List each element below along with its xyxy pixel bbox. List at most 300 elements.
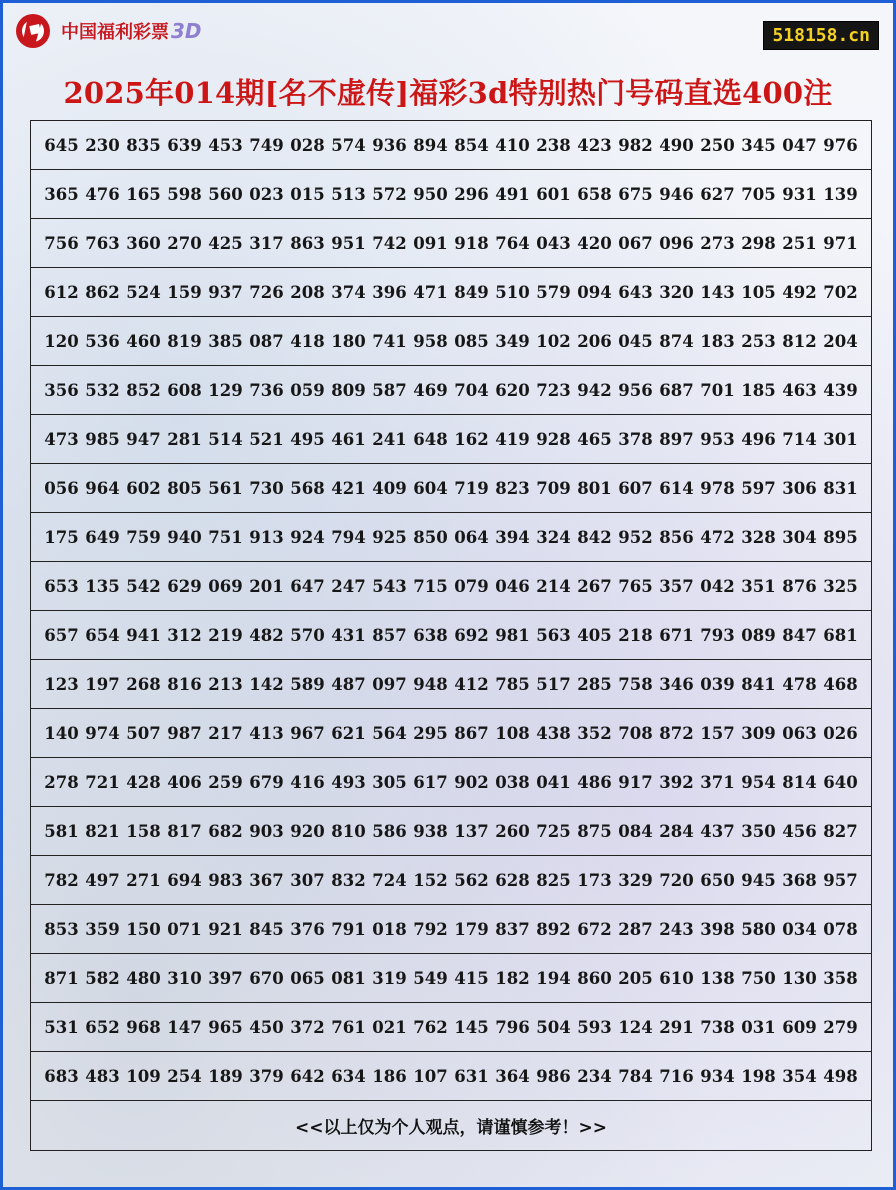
number-cell: 185 [741,380,776,400]
number-cell: 150 [126,919,161,939]
number-cell: 309 [741,723,776,743]
number-cell: 317 [249,233,284,253]
number-cell: 285 [577,674,612,694]
number-cell: 620 [495,380,530,400]
number-cell: 902 [454,772,489,792]
number-cell: 046 [495,576,530,596]
number-cell: 925 [372,527,407,547]
number-cell: 849 [454,282,489,302]
number-cell: 120 [44,331,79,351]
table-row [31,464,871,513]
number-cell: 845 [249,919,284,939]
number-cell: 137 [454,821,489,841]
number-cell: 394 [495,527,530,547]
number-cell: 639 [167,135,202,155]
number-cell: 253 [741,331,776,351]
number-cell: 629 [167,576,202,596]
number-cell: 782 [44,870,79,890]
number-cell: 420 [577,233,612,253]
number-cell: 328 [741,527,776,547]
number-cell: 874 [659,331,694,351]
number-cell: 425 [208,233,243,253]
number-cell: 983 [208,870,243,890]
number-cell: 586 [372,821,407,841]
number-cell: 204 [823,331,858,351]
number-cell: 985 [85,429,120,449]
number-cell: 492 [782,282,817,302]
number-cell: 345 [741,135,776,155]
number-cell: 730 [249,478,284,498]
number-cell: 543 [372,576,407,596]
number-cell: 647 [290,576,325,596]
number-cell: 034 [782,919,817,939]
number-cell: 279 [823,1017,858,1037]
number-cell: 504 [536,1017,571,1037]
number-cell: 307 [290,870,325,890]
number-cell: 268 [126,674,161,694]
site-badge[interactable]: 518158.cn [763,21,879,50]
number-cell: 971 [823,233,858,253]
number-cell: 953 [700,429,735,449]
number-cell: 648 [413,429,448,449]
number-cell: 213 [208,674,243,694]
number-cell: 563 [536,625,571,645]
number-cell: 823 [495,478,530,498]
number-cell: 810 [331,821,366,841]
number-cell: 692 [454,625,489,645]
number-cell: 965 [208,1017,243,1037]
number-cell: 271 [126,870,161,890]
number-cell: 352 [577,723,612,743]
number-cell: 531 [44,1017,79,1037]
number-cell: 867 [454,723,489,743]
number-cell: 254 [167,1066,202,1086]
number-cell: 687 [659,380,694,400]
number-cell: 364 [495,1066,530,1086]
lottery-logo [13,11,202,51]
number-cell: 304 [782,527,817,547]
number-cell: 392 [659,772,694,792]
number-cell: 089 [741,625,776,645]
table-row [31,954,871,1003]
number-cell: 607 [618,478,653,498]
number-cell: 123 [44,674,79,694]
number-cell: 360 [126,233,161,253]
number-cell: 094 [577,282,612,302]
number-cell: 329 [618,870,653,890]
number-cell: 982 [618,135,653,155]
number-cell: 359 [85,919,120,939]
number-cell: 589 [290,674,325,694]
number-cell: 102 [536,331,571,351]
number-cell: 862 [85,282,120,302]
number-cell: 670 [249,968,284,988]
number-cell: 173 [577,870,612,890]
number-cell: 410 [495,135,530,155]
table-row [31,121,871,170]
number-cell: 860 [577,968,612,988]
number-cell: 704 [454,380,489,400]
number-cell: 749 [249,135,284,155]
number-cell: 650 [700,870,735,890]
number-cell: 453 [208,135,243,155]
number-cell: 580 [741,919,776,939]
number-cell: 937 [208,282,243,302]
number-cell: 109 [126,1066,161,1086]
table-row [31,366,871,415]
number-cell: 135 [85,576,120,596]
number-cell: 165 [126,184,161,204]
table-row [31,611,871,660]
number-cell: 306 [782,478,817,498]
header [3,3,893,113]
number-cell: 809 [331,380,366,400]
number-cell: 045 [618,331,653,351]
number-cell: 631 [454,1066,489,1086]
number-cell: 081 [331,968,366,988]
number-cell: 039 [700,674,735,694]
number-cell: 325 [823,576,858,596]
number-cell: 438 [536,723,571,743]
number-cell: 071 [167,919,202,939]
number-cell: 310 [167,968,202,988]
number-cell: 549 [413,968,448,988]
number-cell: 931 [782,184,817,204]
number-cell: 437 [700,821,735,841]
number-cell: 716 [659,1066,694,1086]
number-cell: 217 [208,723,243,743]
number-cell: 657 [44,625,79,645]
number-cell: 628 [495,870,530,890]
number-cell: 469 [413,380,448,400]
number-cell: 186 [372,1066,407,1086]
number-cell: 091 [413,233,448,253]
number-cell: 681 [823,625,858,645]
number-cell: 847 [782,625,817,645]
number-cell: 751 [208,527,243,547]
number-cell: 439 [823,380,858,400]
number-cell: 642 [290,1066,325,1086]
number-cell: 913 [249,527,284,547]
number-cell: 921 [208,919,243,939]
number-cell: 724 [372,870,407,890]
number-cell: 472 [700,527,735,547]
number-cell: 872 [659,723,694,743]
number-cell: 372 [290,1017,325,1037]
number-cell: 291 [659,1017,694,1037]
number-cell: 532 [85,380,120,400]
number-cell: 015 [290,184,325,204]
number-cell: 968 [126,1017,161,1037]
number-cell: 047 [782,135,817,155]
number-cell: 183 [700,331,735,351]
number-cell: 682 [208,821,243,841]
number-cell: 542 [126,576,161,596]
number-cell: 750 [741,968,776,988]
number-cell: 614 [659,478,694,498]
number-cell: 018 [372,919,407,939]
number-cell: 638 [413,625,448,645]
number-cell: 142 [249,674,284,694]
lottery-logo-icon [13,11,57,51]
number-cell: 672 [577,919,612,939]
number-cell: 947 [126,429,161,449]
number-cell: 941 [126,625,161,645]
number-cell: 180 [331,331,366,351]
number-cell: 159 [167,282,202,302]
number-cell: 894 [413,135,448,155]
number-cell: 031 [741,1017,776,1037]
number-cell: 579 [536,282,571,302]
number-cell: 478 [782,674,817,694]
number-cell: 482 [249,625,284,645]
number-cell: 987 [167,723,202,743]
number-cell: 234 [577,1066,612,1086]
number-cell: 476 [85,184,120,204]
number-cell: 897 [659,429,694,449]
number-cell: 357 [659,576,694,596]
number-cell: 719 [454,478,489,498]
table-row [31,660,871,709]
number-cell: 725 [536,821,571,841]
number-cell: 513 [331,184,366,204]
number-cell: 157 [700,723,735,743]
number-cell: 593 [577,1017,612,1037]
number-cell: 764 [495,233,530,253]
number-cell: 582 [85,968,120,988]
number-cell: 617 [413,772,448,792]
number-cell: 105 [741,282,776,302]
number-cell: 832 [331,870,366,890]
number-cell: 063 [782,723,817,743]
number-cell: 021 [372,1017,407,1037]
number-cell: 152 [413,870,448,890]
number-cell: 723 [536,380,571,400]
number-cell: 067 [618,233,653,253]
number-cell: 243 [659,919,694,939]
number-cell: 524 [126,282,161,302]
number-cell: 490 [659,135,694,155]
number-cell: 324 [536,527,571,547]
number-cell: 349 [495,331,530,351]
number-cell: 413 [249,723,284,743]
number-cell: 138 [700,968,735,988]
number-cell: 145 [454,1017,489,1037]
number-cell: 510 [495,282,530,302]
number-cell: 964 [85,478,120,498]
number-cell: 814 [782,772,817,792]
number-cell: 351 [741,576,776,596]
number-cell: 415 [454,968,489,988]
number-cell: 158 [126,821,161,841]
number-cell: 572 [372,184,407,204]
number-cell: 498 [823,1066,858,1086]
number-cell: 609 [782,1017,817,1037]
number-cell: 736 [249,380,284,400]
number-cell: 598 [167,184,202,204]
number-cell: 026 [823,723,858,743]
number-cell: 653 [44,576,79,596]
number-cell: 842 [577,527,612,547]
number-cell: 175 [44,527,79,547]
number-cell: 078 [823,919,858,939]
number-cell: 206 [577,331,612,351]
number-cell: 495 [290,429,325,449]
number-cell: 354 [782,1066,817,1086]
number-cell: 367 [249,870,284,890]
number-cell: 486 [577,772,612,792]
number-cell: 491 [495,184,530,204]
number-cell: 197 [85,674,120,694]
number-cell: 194 [536,968,571,988]
number-cell: 928 [536,429,571,449]
number-cell: 705 [741,184,776,204]
number-cell: 793 [700,625,735,645]
number-cell: 162 [454,429,489,449]
table-row [31,807,871,856]
number-cell: 079 [454,576,489,596]
number-cell: 574 [331,135,366,155]
number-cell: 986 [536,1066,571,1086]
number-cell: 038 [495,772,530,792]
number-cell: 952 [618,527,653,547]
number-cell: 461 [331,429,366,449]
number-cell: 658 [577,184,612,204]
number-cell: 784 [618,1066,653,1086]
number-cell: 238 [536,135,571,155]
number-cell: 956 [618,380,653,400]
number-cell: 108 [495,723,530,743]
number-cell: 560 [208,184,243,204]
number-cell: 854 [454,135,489,155]
number-cell: 129 [208,380,243,400]
number-cell: 694 [167,870,202,890]
number-cell: 602 [126,478,161,498]
table-row [31,219,871,268]
number-cell: 819 [167,331,202,351]
number-cell: 130 [782,968,817,988]
number-cell: 140 [44,723,79,743]
number-cell: 259 [208,772,243,792]
number-cell: 871 [44,968,79,988]
number-cell: 416 [290,772,325,792]
number-cell: 608 [167,380,202,400]
number-cell: 564 [372,723,407,743]
number-cell: 397 [208,968,243,988]
number-cell: 296 [454,184,489,204]
number-cell: 765 [618,576,653,596]
number-cell: 610 [659,968,694,988]
number-cell: 473 [44,429,79,449]
number-cell: 097 [372,674,407,694]
number-cell: 597 [741,478,776,498]
number-cell: 853 [44,919,79,939]
number-cell: 627 [700,184,735,204]
number-cell: 287 [618,919,653,939]
number-cell: 376 [290,919,325,939]
number-cell: 085 [454,331,489,351]
number-cell: 374 [331,282,366,302]
number-cell: 319 [372,968,407,988]
table-row [31,415,871,464]
number-cell: 251 [782,233,817,253]
number-cell: 463 [782,380,817,400]
number-cell: 875 [577,821,612,841]
number-cell: 918 [454,233,489,253]
number-cell: 721 [85,772,120,792]
number-cell: 805 [167,478,202,498]
number-cell: 917 [618,772,653,792]
number-cell: 950 [413,184,448,204]
number-cell: 465 [577,429,612,449]
number-cell: 281 [167,429,202,449]
number-cell: 601 [536,184,571,204]
number-cell: 816 [167,674,202,694]
number-cell: 023 [249,184,284,204]
number-cell: 967 [290,723,325,743]
number-cell: 954 [741,772,776,792]
table-row [31,317,871,366]
table-row [31,562,871,611]
number-cell: 496 [741,429,776,449]
number-cell: 742 [372,233,407,253]
number-cell: 562 [454,870,489,890]
logo-3d-text: 3D [171,19,202,43]
number-cell: 920 [290,821,325,841]
number-cell: 368 [782,870,817,890]
number-cell: 278 [44,772,79,792]
number-cell: 298 [741,233,776,253]
number-cell: 219 [208,625,243,645]
number-cell: 483 [85,1066,120,1086]
number-cell: 346 [659,674,694,694]
number-cell: 812 [782,331,817,351]
number-cell: 312 [167,625,202,645]
number-cell: 825 [536,870,571,890]
number-cell: 762 [413,1017,448,1037]
number-cell: 418 [290,331,325,351]
number-cell: 493 [331,772,366,792]
number-cell: 709 [536,478,571,498]
number-cell: 758 [618,674,653,694]
number-cell: 409 [372,478,407,498]
number-cell: 634 [331,1066,366,1086]
number-cell: 640 [823,772,858,792]
number-cell: 892 [536,919,571,939]
number-cell: 671 [659,625,694,645]
number-cell: 856 [659,527,694,547]
number-cell: 649 [85,527,120,547]
number-cell: 371 [700,772,735,792]
number-cell: 356 [44,380,79,400]
number-cell: 974 [85,723,120,743]
number-cell: 201 [249,576,284,596]
number-cell: 938 [413,821,448,841]
number-cell: 940 [167,527,202,547]
table-row [31,758,871,807]
number-cell: 295 [413,723,448,743]
number-cell: 936 [372,135,407,155]
number-cell: 945 [741,870,776,890]
number-cell: 726 [249,282,284,302]
number-cell: 720 [659,870,694,890]
number-cell: 852 [126,380,161,400]
number-cell: 064 [454,527,489,547]
number-cell: 976 [823,135,858,155]
number-cell: 284 [659,821,694,841]
number-cell: 756 [44,233,79,253]
number-cell: 924 [290,527,325,547]
